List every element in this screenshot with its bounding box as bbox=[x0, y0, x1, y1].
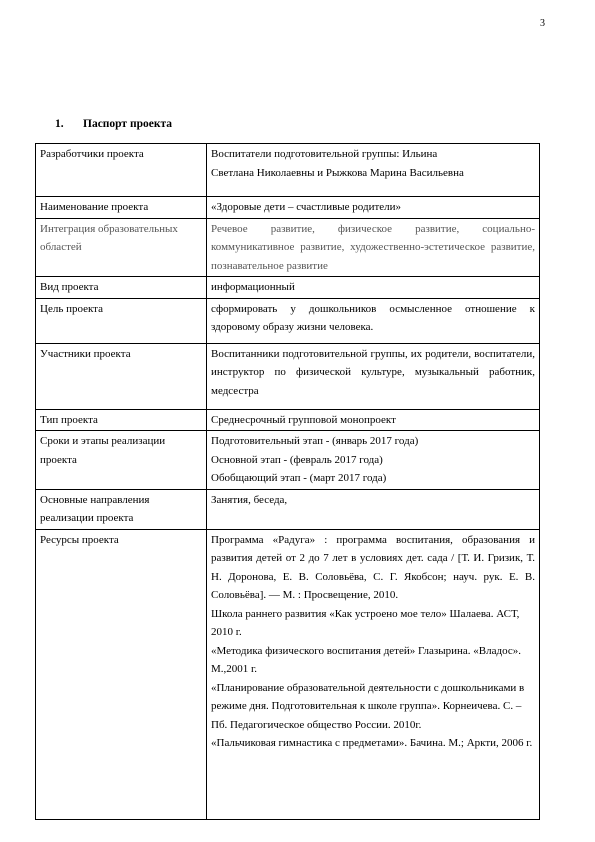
row-label: Наименование проекта bbox=[36, 197, 207, 219]
value-line: Программа «Радуга» : программа воспитания, образования и развития детей от 2 до 7 лет в условиях дет. сада / [Т. И. Гризик, Т. Н. Доронова, Е. В. Соловьёва, С. Г. Якобсон; науч. рук. Е. В. Соловьёва]. — М. : Просвещение, 2010. bbox=[211, 533, 535, 601]
table-row bbox=[36, 431, 540, 490]
row-value bbox=[207, 197, 540, 219]
value-line: «Пальчиковая гимнастика с предметами». Бачина. М.; Аркти, 2006 г. bbox=[211, 737, 533, 749]
value-line: Речевое развитие, физическое развитие, социально-коммуникативное развитие, художественно-эстетическое развитие, познавательное развитие bbox=[211, 222, 535, 272]
table-row bbox=[36, 277, 540, 299]
value-line: «Здоровые дети – счастливые родители» bbox=[211, 201, 402, 213]
value-line: Светлана Николаевны и Рыжкова Марина Васильевна bbox=[211, 166, 464, 179]
row-label: Основные направления реализации проекта bbox=[36, 489, 207, 529]
value-line: информационный bbox=[211, 281, 295, 293]
row-label: Тип проекта bbox=[36, 409, 207, 431]
row-value bbox=[207, 343, 540, 409]
table-row bbox=[36, 489, 540, 529]
row-label: Разработчики проекта bbox=[36, 144, 207, 197]
value-line: Среднесрочный групповой монопроект bbox=[211, 413, 396, 426]
section-number: 1. bbox=[55, 118, 64, 130]
value-line: Основной этап - (февраль 2017 года) bbox=[211, 453, 383, 466]
row-value bbox=[207, 298, 540, 343]
table-row bbox=[36, 218, 540, 277]
page-number: 3 bbox=[540, 18, 545, 29]
row-label: Вид проекта bbox=[36, 277, 207, 299]
value-line: Школа раннего развития «Как устроено мое тело» Шалаева. АСТ, 2010 г. bbox=[211, 607, 520, 638]
row-label: Цель проекта bbox=[36, 298, 207, 343]
row-value bbox=[207, 144, 540, 197]
row-label: Интеграция образовательных областей bbox=[36, 218, 207, 277]
row-value bbox=[207, 409, 540, 431]
row-value bbox=[207, 431, 540, 490]
table-row bbox=[36, 144, 540, 197]
row-value bbox=[207, 529, 540, 819]
value-line: «Планирование образовательной деятельности с дошкольниками в режиме дня. Подготовительная к школе группа». Корнеичева. С. – Пб. Педагогическое общество России. 2010г. bbox=[211, 681, 525, 731]
value-line: «Методика физического воспитания детей» Глазырина. «Владос». М.,2001 г. bbox=[211, 644, 522, 675]
row-value bbox=[207, 489, 540, 529]
row-value bbox=[207, 277, 540, 299]
row-label: Ресурсы проекта bbox=[36, 529, 207, 819]
value-line: Воспитанники подготовительной группы, их родители, воспитатели, инструктор по физической культуре, музыкальный работник, медсестра bbox=[211, 347, 535, 397]
value-line: Подготовительный этап - (январь 2017 года) bbox=[211, 435, 419, 447]
table-row bbox=[36, 343, 540, 409]
row-label: Сроки и этапы реализации проекта bbox=[36, 431, 207, 490]
section-title bbox=[55, 118, 172, 130]
row-value bbox=[207, 218, 540, 277]
row-label: Участники проекта bbox=[36, 343, 207, 409]
value-line: Обобщающий этап - (март 2017 года) bbox=[211, 472, 387, 484]
table-row bbox=[36, 529, 540, 819]
value-line: Занятия, беседа, bbox=[211, 493, 288, 506]
table-row bbox=[36, 298, 540, 343]
table-row bbox=[36, 197, 540, 219]
table-row bbox=[36, 409, 540, 431]
value-line: Воспитатели подготовительной группы: Ильина bbox=[211, 148, 438, 160]
project-passport-table bbox=[35, 143, 540, 820]
value-line: сформировать у дошкольников осмысленное отношение к здоровому образу жизни человека. bbox=[211, 302, 535, 333]
section-title-text: Паспорт проекта bbox=[83, 118, 172, 130]
